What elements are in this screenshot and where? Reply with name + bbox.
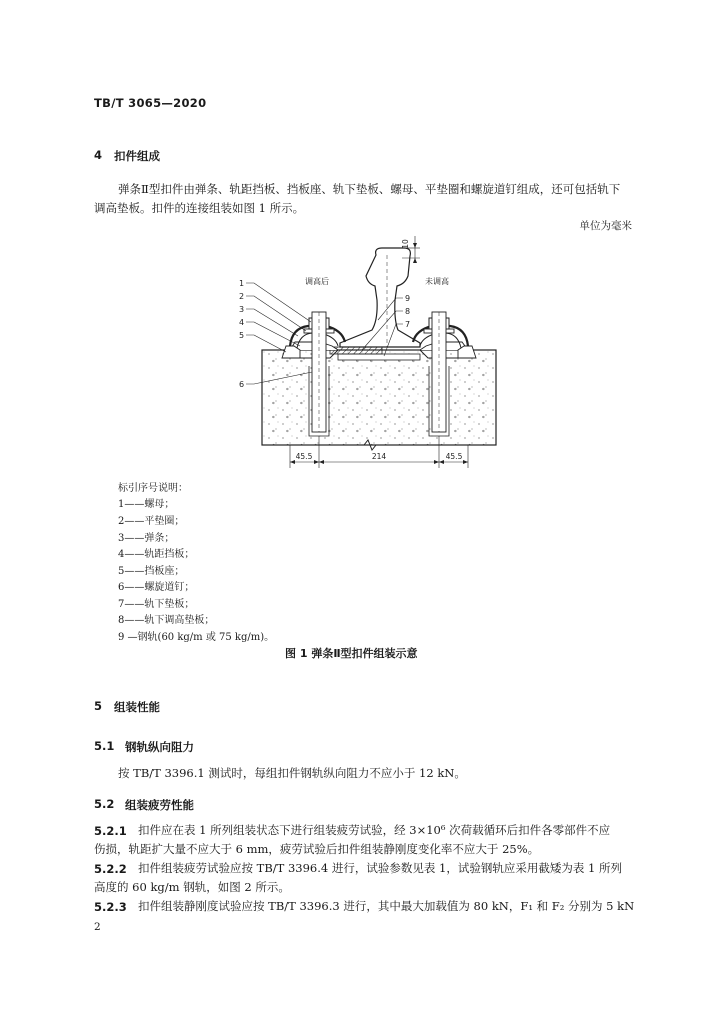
legend-item: 9 —钢轨(60 kg/m 或 75 kg/m)。 (118, 632, 275, 643)
section-5-title: 组装性能 (114, 700, 160, 714)
section-5-2-2-line-1: 扣件组装疲劳试验应按 TB/T 3396.4 进行，试验参数见表 1，试验钢轨应采用截矮为表 1 所列 (138, 861, 622, 875)
legend-item: 8——轨下调高垫板； (118, 615, 215, 626)
rail-pad (338, 354, 420, 360)
callout-1: 1 (239, 279, 245, 288)
section-5-2-1-line-1: 扣件应在表 1 所列组装状态下进行组装疲劳试验，经 3×10⁶ 次荷载循环后扣件各零部件不应 (138, 823, 611, 837)
section-5-1-title: 钢轨纵向阻力 (125, 740, 194, 754)
section-5-2-3-number: 5.2.3 (94, 900, 127, 914)
unit-note: 单位为毫米 (579, 220, 632, 232)
section-5-2-1-number: 5.2.1 (94, 824, 127, 838)
section-5-2-number: 5.2 (94, 797, 115, 811)
figure-1-fastening-assembly (225, 232, 515, 472)
section-5-2-3-line-1: 扣件组装静刚度试验应按 TB/T 3396.3 进行，其中最大加载值为 80 kN，F₁ 和 F₂ 分别为 5 kN (138, 899, 635, 913)
dim-mid-label: 214 (371, 452, 387, 461)
legend-title: 标引序号说明： (118, 483, 188, 494)
section-4-paragraph-line-1: 弹条Ⅱ型扣件由弹条、轨距挡板、挡板座、轨下垫板、螺母、平垫圈和螺旋道钉组成，还可包括轨下 (118, 182, 621, 196)
dim-right-label: 45.5 (445, 452, 463, 461)
figure-1-caption: 图 1 弹条Ⅱ型扣件组装示意 (285, 647, 418, 660)
section-5-1-number: 5.1 (94, 739, 115, 753)
section-5-2-1-line-2: 伤损，轨距扩大量不应大于 6 mm，疲劳试验后扣件组装静刚度变化率不应大于 25%。 (94, 842, 540, 856)
callout-6: 6 (239, 380, 245, 389)
callout-2: 2 (239, 292, 245, 301)
callout-8: 8 (405, 307, 411, 316)
callout-7: 7 (405, 320, 411, 329)
callout-9: 9 (405, 294, 411, 303)
legend-item: 2——平垫圈； (118, 516, 185, 527)
legend-item: 7——轨下垫板； (118, 599, 195, 610)
label-adjusted: 调高后 (305, 277, 329, 286)
label-unadjusted: 未调高 (425, 277, 449, 286)
callout-3: 3 (239, 305, 245, 314)
callout-5: 5 (239, 331, 245, 340)
section-4-number: 4 (94, 148, 103, 162)
dim-left-label: 45.5 (295, 452, 313, 461)
legend-item: 3——弹条； (118, 533, 175, 544)
document-number: TB/T 3065—2020 (94, 96, 207, 110)
section-4-paragraph-line-2: 调高垫板。扣件的连接组装如图 1 所示。 (94, 201, 305, 215)
sleeper-concrete (262, 350, 496, 445)
section-5-2-2-line-2: 高度的 60 kg/m 钢轨，如图 2 所示。 (94, 880, 290, 894)
dim-top-label: 10 (401, 239, 410, 249)
height-adjust-pad (330, 347, 382, 354)
legend-item: 5——挡板座； (118, 566, 185, 577)
legend-item: 6——螺旋道钉； (118, 582, 195, 593)
legend-item: 1——螺母； (118, 499, 175, 510)
callout-4: 4 (239, 318, 245, 327)
page-number: 2 (94, 921, 101, 933)
left-callouts (239, 279, 244, 389)
section-5-1-text: 按 TB/T 3396.1 测试时，每组扣件钢轨纵向阻力不应小于 12 kN。 (118, 766, 466, 780)
section-5-number: 5 (94, 699, 103, 713)
section-5-2-title: 组装疲劳性能 (125, 798, 194, 812)
right-callouts (405, 294, 410, 329)
section-4-title: 扣件组成 (114, 149, 160, 163)
section-5-2-2-number: 5.2.2 (94, 862, 127, 876)
legend-item: 4——轨距挡板； (118, 549, 195, 560)
